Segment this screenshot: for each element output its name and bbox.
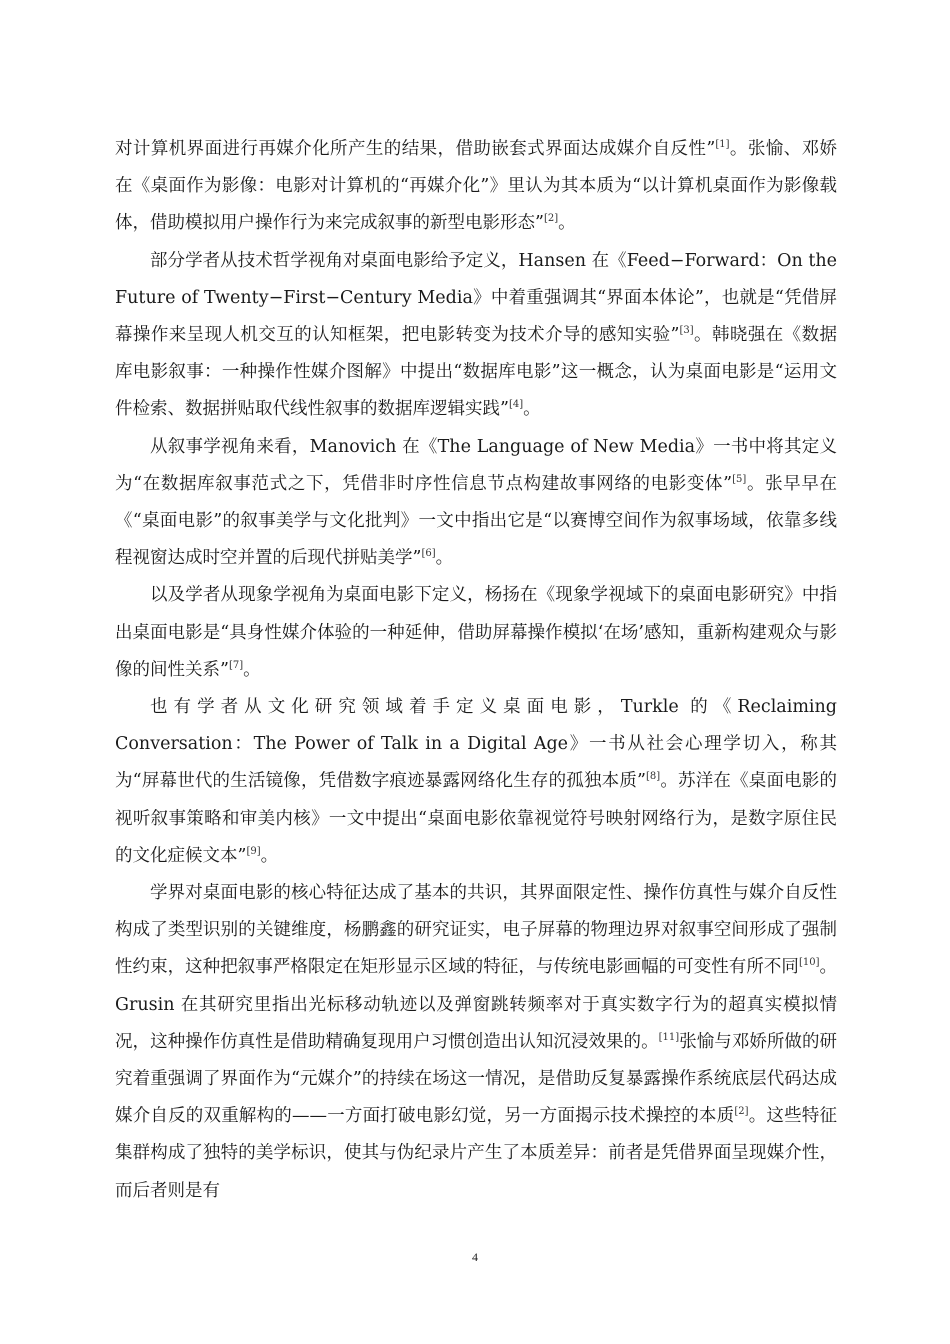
page-number: 4 <box>472 1250 478 1264</box>
paragraph-text: 学界对桌面电影的核心特征达成了基本的共识，其界面限定性、操作仿真性与媒介自反性构成了类型识别的关键维度，杨鹏鑫的研究证实，电子屏幕的物理边界对叙事空间形成了强制性约束，这种把叙事严格限定在矩形显示区域的特征，与传统电影画幅的可变性有所不同 <box>115 883 837 978</box>
citation-ref: [1] <box>715 139 730 151</box>
paragraph-text: 部分学者从技术哲学视角对桌面电影给予定义，Hansen 在《Feed−Forward：On the Future of Twenty−First−Century Media》中着重强调其“界面本体论”，也就是“凭借屏幕操作来呈现人机交互的认知框架，把电影转变为技术介导的感知实验” <box>115 250 837 346</box>
paragraph-text: 。张愉、邓娇在《桌面作为影像：电影对计算机的“再媒介化”》里认为其本质为“以计算机桌面作为影像载体，借助模拟用户操作行为来完成叙事的新型电影形态” <box>115 139 838 234</box>
paragraph-text: 对计算机界面进行再媒介化所产生的结果，借助嵌套式界面达成媒介自反性” <box>115 139 716 159</box>
citation-ref: [4] <box>508 399 524 411</box>
body-text <box>115 131 837 1210</box>
citation-ref: [8] <box>645 771 661 783</box>
paragraph-text: 。 <box>435 548 454 569</box>
citation-ref: [2] <box>543 213 559 225</box>
citation-ref: [11] <box>658 1032 680 1044</box>
paragraph-text: 张愉与邓娇所做的研究着重强调了界面作为“元媒介”的持续在场这一情况，是借助反复暴露操作系统底层代码达成媒介自反的双重解构的——一方面打破电影幻觉，另一方面揭示技术操控的本质 <box>115 1031 838 1127</box>
citation-ref: [9] <box>246 846 261 858</box>
paragraph-text: 。 <box>558 213 576 234</box>
citation-ref: [7] <box>228 660 244 672</box>
paragraph-text: 。 <box>523 399 541 420</box>
paragraph <box>115 429 837 578</box>
paragraph-text: 也有学者从文化研究领域着手定义桌面电影，Turkle 的《Reclaiming Conversation：The Power of Talk in a Digital Age》一书从社会心理学切入，称其为“屏幕世代的生活镜像，凭借数字痕迹暴露网络化生存的孤独本质” <box>115 697 837 792</box>
paragraph <box>115 243 837 429</box>
paragraph-text: 。张早早在《“桌面电影”的叙事美学与文化批判》一文中指出它是“以赛博空间作为叙事场域，依靠多线程视窗达成时空并置的后现代拼贴美学” <box>115 473 838 569</box>
paragraph-text: 以及学者从现象学视角为桌面电影下定义，杨扬在《现象学视域下的桌面电影研究》中指出桌面电影是“具身性媒介体验的一种延伸，借助屏幕操作模拟‘在场’感知，重新构建观众与影像的间性关系” <box>115 585 837 680</box>
paragraph-text: 。韩晓强在《数据库电影叙事：一种操作性媒介图解》中提出“数据库电影”这一概念，认为桌面电影是“运用文件检索、数据拼贴取代线性叙事的数据库逻辑实践” <box>115 325 837 420</box>
paragraph-text: 从叙事学视角来看，Manovich 在《The Language of New Media》一书中将其定义为“在数据库叙事范式之下，凭借非时序性信息节点构建故事网络的电影变体” <box>115 436 837 494</box>
paragraph <box>115 689 837 875</box>
paragraph <box>115 131 837 243</box>
citation-ref: [10] <box>798 957 820 969</box>
citation-ref: [2] <box>734 1106 749 1118</box>
paragraph-text: 。Grusin 在其研究里指出光标移动轨迹以及弹窗跳转频率对于真实数字行为的超真实模拟情况，这种操作仿真性是借助精确复现用户习惯创造出认知沉浸效果的。 <box>115 957 838 1052</box>
citation-ref: [6] <box>421 548 436 560</box>
paragraph-text: 。这些特征集群构成了独特的美学标识，使其与伪纪录片产生了本质差异：前者是凭借界面呈现媒介性，而后者则是有 <box>115 1106 838 1201</box>
paragraph <box>115 577 837 689</box>
citation-ref: [5] <box>732 474 747 485</box>
paragraph-text: 。苏洋在《桌面电影的视听叙事策略和审美内核》一文中提出“桌面电影依靠视觉符号映射网络行为，是数字原住民的文化症候文本” <box>115 771 837 866</box>
paragraph <box>115 875 837 1210</box>
paragraph-text: 。 <box>260 845 279 866</box>
paragraph-text: 。 <box>243 659 261 680</box>
citation-ref: [3] <box>679 325 694 337</box>
